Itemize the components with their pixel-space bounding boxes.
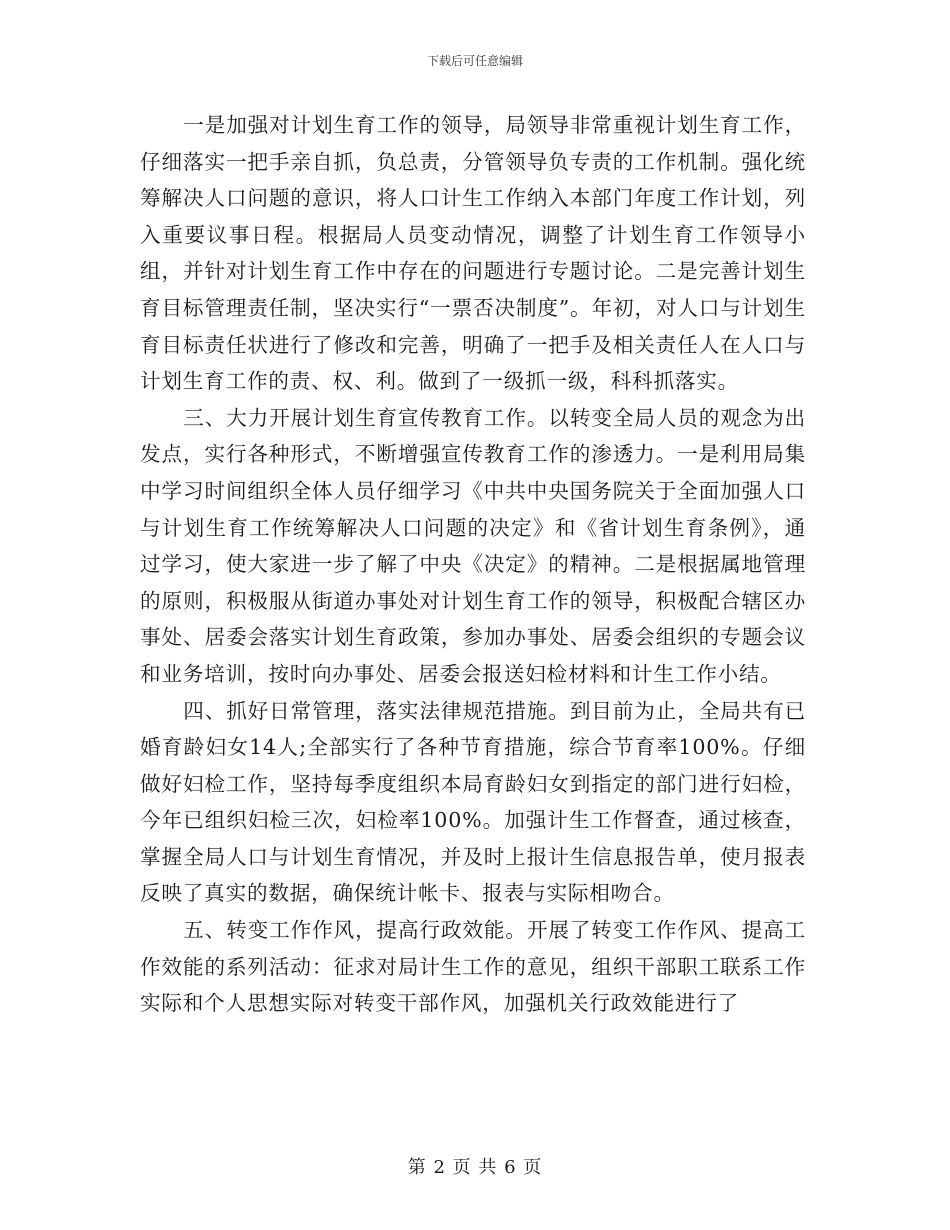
paragraph-daily-management: 四、抓好日常管理，落实法律规范措施。到目前为止，全局共有已婚育龄妇女14人;全部实行了各种节育措施，综合节育率100%。仔细做好妇检工作，坚持每季度组织本局育龄妇女到指定的部门进行妇检，今年已组织妇检三次，妇检率100%。加强计生工作督查，通过核查，掌握全局人口与计划生育情况，并及时上报计生信息报告单，使月报表反映了真实的数据，确保统计帐卡、报表与实际相吻合。 [140, 698, 806, 906]
page-header-note: 下载后可任意编辑 [426, 54, 523, 68]
paragraph-publicity-education: 三、大力开展计划生育宣传教育工作。以转变全局人员的观念为出发点，实行各种形式，不断增强宣传教育工作的渗透力。一是利用局集中学习时间组织全体人员仔细学习《中共中央国务院关于全面加强人口与计划生育工作统筹解决人口问题的决定》和《省计划生育条例》，通过学习，使大家进一步了解了中央《决定》的精神。二是根据属地管理的原则，积极服从街道办事处对计划生育工作的领导，积极配合辖区办事处、居委会落实计划生育政策，参加办事处、居委会组织的专题会议和业务培训，按时向办事处、居委会报送妇检材料和计生工作小结。 [140, 405, 806, 686]
page-number: 第 2 页 共 6 页 [407, 1157, 543, 1178]
document-body [140, 107, 806, 1022]
paragraph-leadership: 一是加强对计划生育工作的领导，局领导非常重视计划生育工作，仔细落实一把手亲自抓，负总责，分管领导负专责的工作机制。强化统筹解决人口问题的意识，将人口计生工作纳入本部门年度工作计划，列入重要议事日程。根据局人员变动情况，调整了计划生育工作领导小组，并针对计划生育工作中存在的问题进行专题讨论。二是完善计划生育目标管理责任制，坚决实行“一票否决制度”。年初，对人口与计划生育目标责任状进行了修改和完善，明确了一把手及相关责任人在人口与计划生育工作的责、权、利。做到了一级抓一级，科科抓落实。 [140, 113, 806, 394]
paragraph-work-style: 五、转变工作作风，提高行政效能。开展了转变工作作风、提高工作效能的系列活动：征求对局计生工作的意见，组织干部职工联系工作实际和个人思想实际对转变干部作风，加强机关行政效能进行了 [140, 918, 806, 1016]
